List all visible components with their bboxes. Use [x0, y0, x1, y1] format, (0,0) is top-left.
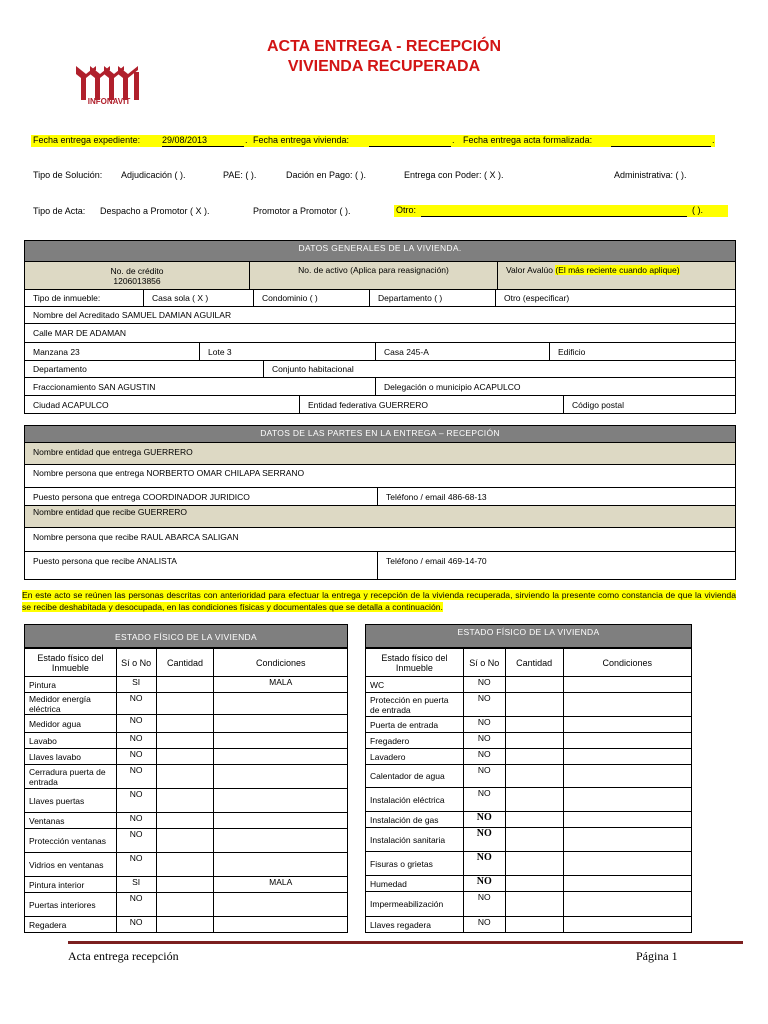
item-name-cell: Cerradura puerta de entrada — [25, 765, 117, 789]
si-no-cell[interactable]: NO — [463, 693, 505, 717]
dates-line: Fecha entrega expediente: 29/08/2013 . Fecha entrega vivienda: . Fecha entrega acta formalizada: . — [33, 135, 715, 145]
fisico-right-table — [365, 624, 692, 933]
table-row — [25, 677, 348, 693]
si-no-cell[interactable]: NO — [116, 917, 156, 933]
fisico-left-table — [24, 624, 348, 933]
cantidad-cell[interactable] — [505, 693, 563, 717]
column-header: Estado físico del Inmueble — [25, 649, 117, 677]
item-name-cell: Medidor agua — [25, 715, 117, 733]
si-no-cell[interactable]: NO — [116, 693, 156, 715]
calle-field: Calle MAR DE ADAMAN — [33, 328, 127, 338]
entidad-entrega-row — [25, 442, 735, 464]
cantidad-cell[interactable] — [505, 733, 563, 749]
cantidad-cell[interactable] — [156, 715, 214, 733]
generales-table — [24, 240, 736, 414]
condiciones-cell[interactable] — [563, 917, 691, 933]
si-no-cell[interactable]: NO — [463, 852, 505, 876]
item-name-cell: Medidor energía eléctrica — [25, 693, 117, 715]
table-row — [25, 877, 348, 893]
si-no-cell[interactable]: NO — [463, 749, 505, 765]
item-name-cell: Vidrios en ventanas — [25, 853, 117, 877]
condiciones-cell[interactable] — [214, 893, 348, 917]
dacion-option[interactable]: Dación en Pago: ( ). — [286, 170, 367, 180]
condiciones-cell[interactable] — [563, 733, 691, 749]
cantidad-cell[interactable] — [505, 677, 563, 693]
tel-entrega-field: Teléfono / email 486-68-13 — [377, 488, 735, 505]
si-no-cell[interactable]: NO — [116, 853, 156, 877]
footer-page: Página 1 — [636, 949, 678, 963]
delegacion-field: Delegación o municipio ACAPULCO — [375, 378, 735, 395]
table-row — [366, 876, 692, 892]
promotor-option[interactable]: Promotor a Promotor ( ). — [253, 206, 351, 216]
acta-label: Fecha entrega acta formalizada: — [463, 135, 593, 145]
cantidad-cell[interactable] — [505, 765, 563, 788]
item-name-cell: Instalación eléctrica — [366, 788, 464, 812]
item-name-cell: Instalación de gas — [366, 812, 464, 828]
otro-field[interactable] — [421, 205, 687, 217]
item-name-cell: Calentador de agua — [366, 765, 464, 788]
logo-text: INFONAVIT — [87, 97, 131, 106]
table-row — [366, 917, 692, 933]
constancia-paragraph — [22, 589, 736, 613]
solucion-label: Tipo de Solución: — [33, 170, 103, 180]
table-row — [366, 717, 692, 733]
condiciones-cell[interactable] — [214, 715, 348, 733]
condominio-option[interactable]: Condominio ( ) — [253, 290, 369, 306]
puesto-entrega-row — [25, 487, 735, 505]
expediente-value: 29/08/2013 — [162, 135, 208, 145]
item-name-cell: Ventanas — [25, 813, 117, 829]
persona-entrega-row — [25, 464, 735, 487]
condiciones-cell[interactable] — [563, 812, 691, 828]
administrativa-option[interactable]: Administrativa: ( ). — [614, 170, 687, 180]
table-row — [366, 852, 692, 876]
cantidad-cell[interactable] — [505, 828, 563, 852]
table-row — [25, 893, 348, 917]
persona-recibe-row — [25, 527, 735, 551]
item-name-cell: Protección ventanas — [25, 829, 117, 853]
cantidad-cell[interactable] — [156, 789, 214, 813]
item-name-cell: Llaves puertas — [25, 789, 117, 813]
condiciones-cell[interactable] — [563, 876, 691, 892]
cantidad-cell[interactable] — [505, 812, 563, 828]
item-name-cell: Puertas interiores — [25, 893, 117, 917]
pae-option[interactable]: PAE: ( ). — [223, 170, 257, 180]
cantidad-cell[interactable] — [156, 853, 214, 877]
si-no-cell[interactable]: NO — [463, 677, 505, 693]
generales-header: DATOS GENERALES DE LA VIVIENDA. — [25, 241, 735, 261]
si-no-cell[interactable]: NO — [463, 733, 505, 749]
column-header: Cantidad — [505, 649, 563, 677]
table-row — [25, 829, 348, 853]
item-name-cell: Llaves regadera — [366, 917, 464, 933]
credito-value: 1206013856 — [113, 275, 161, 286]
entidad-recibe-row — [25, 505, 735, 527]
adjudicacion-option[interactable]: Adjudicación ( ). — [121, 170, 186, 180]
page-subtitle: VIVIENDA RECUPERADA — [287, 58, 481, 75]
condiciones-cell[interactable]: MALA — [214, 877, 348, 893]
cantidad-cell[interactable] — [505, 917, 563, 933]
calle-row — [25, 323, 735, 342]
acta-field[interactable] — [611, 135, 711, 147]
cantidad-cell[interactable] — [156, 765, 214, 789]
cantidad-cell[interactable] — [156, 877, 214, 893]
ciudad-row — [25, 395, 735, 414]
acreditado-field: Nombre del Acreditado SAMUEL DAMIAN AGUILAR — [33, 310, 232, 320]
item-name-cell: Puerta de entrada — [366, 717, 464, 733]
otro-label: Otro: — [396, 205, 417, 215]
otro-especificar[interactable]: Otro (especificar) — [495, 290, 735, 306]
si-no-cell[interactable]: NO — [116, 829, 156, 853]
item-name-cell: Regadera — [25, 917, 117, 933]
item-name-cell: Pintura interior — [25, 877, 117, 893]
acta-type-label: Tipo de Acta: — [33, 206, 86, 216]
otro-end: ( ). — [692, 205, 703, 215]
table-row — [25, 789, 348, 813]
casa-field: Casa 245-A — [375, 343, 549, 360]
activo-label: No. de activo (Aplica para reasignación) — [249, 262, 497, 289]
column-header: Cantidad — [156, 649, 214, 677]
tipo-inmueble-label: Tipo de inmueble: — [33, 293, 101, 303]
cp-field: Código postal — [563, 396, 735, 414]
fraccionamiento-field: Fraccionamiento SAN AGUSTIN — [33, 381, 156, 392]
cantidad-cell[interactable] — [505, 892, 563, 917]
edificio-field: Edificio — [549, 343, 735, 360]
vivienda-label: Fecha entrega vivienda: — [253, 135, 350, 145]
cantidad-cell[interactable] — [156, 733, 214, 749]
condiciones-cell[interactable] — [563, 892, 691, 917]
condiciones-cell[interactable] — [563, 765, 691, 788]
departamento-option[interactable]: Departamento ( ) — [369, 290, 495, 306]
cantidad-cell[interactable] — [505, 749, 563, 765]
fraccionamiento-row — [25, 377, 735, 395]
despacho-option[interactable]: Despacho a Promotor ( X ). — [100, 206, 210, 216]
avaluo-cell — [497, 262, 735, 289]
puesto-recibe-field: Puesto persona que recibe ANALISTA — [33, 556, 177, 566]
condiciones-cell[interactable] — [214, 733, 348, 749]
generales-row-1 — [25, 261, 735, 289]
condiciones-cell[interactable] — [214, 917, 348, 933]
item-name-cell: Fisuras o grietas — [366, 852, 464, 876]
condiciones-cell[interactable]: MALA — [214, 677, 348, 693]
si-no-cell[interactable]: NO — [463, 765, 505, 788]
puesto-entrega-field: Puesto persona que entrega COORDINADOR JURIDICO — [33, 491, 250, 502]
puesto-recibe-row — [25, 551, 735, 580]
acreditado-row — [25, 306, 735, 323]
si-no-cell[interactable]: SI — [116, 677, 156, 693]
lote-field: Lote 3 — [199, 343, 375, 360]
item-name-cell: Pintura — [25, 677, 117, 693]
table-row — [366, 693, 692, 717]
condiciones-cell[interactable] — [563, 677, 691, 693]
si-no-cell[interactable]: NO — [463, 892, 505, 917]
item-name-cell: WC — [366, 677, 464, 693]
si-no-cell[interactable]: SI — [116, 877, 156, 893]
column-header: Condiciones — [563, 649, 691, 677]
column-header: Sí o No — [116, 649, 156, 677]
table-row — [25, 813, 348, 829]
condiciones-cell[interactable] — [214, 749, 348, 765]
partes-header: DATOS DE LAS PARTES EN LA ENTREGA – RECEPCIÓN — [25, 426, 735, 442]
column-header: Sí o No — [463, 649, 505, 677]
footer-left: Acta entrega recepción — [68, 949, 179, 963]
condiciones-cell[interactable] — [563, 693, 691, 717]
item-name-cell: Protección en puerta de entrada — [366, 693, 464, 717]
item-name-cell: Fregadero — [366, 733, 464, 749]
si-no-cell[interactable]: NO — [463, 812, 505, 828]
entidad-field: Entidad federativa GUERRERO — [299, 396, 563, 414]
conjunto-field: Conjunto habitacional — [263, 361, 735, 377]
si-no-cell[interactable]: NO — [116, 765, 156, 789]
si-no-cell[interactable]: NO — [463, 717, 505, 733]
condiciones-cell[interactable] — [563, 852, 691, 876]
cantidad-cell[interactable] — [505, 788, 563, 812]
table-row — [25, 693, 348, 715]
cantidad-cell[interactable] — [156, 829, 214, 853]
si-no-cell[interactable]: NO — [463, 917, 505, 933]
credito-label: No. de crédito — [110, 265, 164, 276]
table-row — [25, 765, 348, 789]
page-title: ACTA ENTREGA - RECEPCIÓN — [266, 38, 502, 55]
cantidad-cell[interactable] — [505, 852, 563, 876]
table-row — [366, 733, 692, 749]
condiciones-cell[interactable] — [214, 829, 348, 853]
item-name-cell: Lavabo — [25, 733, 117, 749]
avaluo-note: (El más reciente cuando aplique) — [555, 265, 680, 275]
si-no-cell[interactable]: NO — [463, 828, 505, 852]
column-header: Condiciones — [214, 649, 348, 677]
cantidad-cell[interactable] — [156, 677, 214, 693]
table-row — [25, 853, 348, 877]
constancia-text: En este acto se reúnen las personas descritas con anterioridad para efectuar la entrega y recepción de la vivienda recuperada, sirviendo la presente como constancia de que la vivienda se recibe deshabitada y desocupada, en las condiciones físicas y documentales que se detalla a continuación. — [22, 590, 736, 612]
condiciones-cell[interactable] — [214, 813, 348, 829]
cantidad-cell[interactable] — [156, 693, 214, 715]
footer-divider — [68, 941, 743, 944]
condiciones-cell[interactable] — [214, 789, 348, 813]
item-name-cell: Lavadero — [366, 749, 464, 765]
si-no-cell[interactable]: NO — [116, 813, 156, 829]
table-row — [366, 892, 692, 917]
entidad-recibe-field: Nombre entidad que recibe GUERRERO — [33, 507, 188, 517]
table-row — [366, 749, 692, 765]
expediente-field[interactable] — [162, 135, 244, 147]
ciudad-field: Ciudad ACAPULCO — [33, 400, 109, 410]
departamento-row — [25, 360, 735, 377]
table-row — [25, 733, 348, 749]
fisico-right-header: ESTADO FÍSICO DE LA VIVIENDA — [365, 624, 692, 648]
item-name-cell: Humedad — [366, 876, 464, 892]
expediente-label: Fecha entrega expediente: — [33, 135, 141, 145]
si-no-cell[interactable]: NO — [116, 733, 156, 749]
condiciones-cell[interactable] — [563, 749, 691, 765]
si-no-cell[interactable]: NO — [463, 876, 505, 892]
persona-recibe-field: Nombre persona que recibe RAUL ABARCA SALIGAN — [33, 532, 239, 542]
casa-sola-option[interactable]: Casa sola ( X ) — [143, 290, 253, 306]
table-row — [25, 715, 348, 733]
table-row — [366, 788, 692, 812]
condiciones-cell[interactable] — [214, 693, 348, 715]
table-row — [366, 677, 692, 693]
table-row — [25, 917, 348, 933]
condiciones-cell[interactable] — [214, 853, 348, 877]
persona-entrega-field: Nombre persona que entrega NORBERTO OMAR CHILAPA SERRANO — [33, 468, 305, 478]
cantidad-cell[interactable] — [156, 813, 214, 829]
avaluo-label: Valor Avalúo — [506, 265, 553, 275]
tipo-inmueble-row — [25, 289, 735, 306]
column-header: Estado físico del Inmueble — [366, 649, 464, 677]
item-name-cell: Impermeabilización — [366, 892, 464, 917]
vivienda-field[interactable] — [369, 135, 451, 147]
condiciones-cell[interactable] — [563, 717, 691, 733]
cantidad-cell[interactable] — [505, 717, 563, 733]
entidad-entrega-field: Nombre entidad que entrega GUERRERO — [33, 447, 193, 457]
departamento-field: Departamento — [33, 364, 87, 374]
si-no-cell[interactable]: NO — [116, 715, 156, 733]
manzana-field: Manzana 23 — [33, 346, 80, 357]
si-no-cell[interactable]: NO — [116, 893, 156, 917]
cantidad-cell[interactable] — [156, 893, 214, 917]
table-row — [366, 828, 692, 852]
cantidad-cell[interactable] — [156, 749, 214, 765]
poder-option[interactable]: Entrega con Poder: ( X ). — [404, 170, 504, 180]
otro-option[interactable] — [394, 205, 728, 217]
condiciones-cell[interactable] — [563, 788, 691, 812]
condiciones-cell[interactable] — [563, 828, 691, 852]
cantidad-cell[interactable] — [505, 876, 563, 892]
item-name-cell: Llaves lavabo — [25, 749, 117, 765]
manzana-row — [25, 342, 735, 360]
table-row — [366, 812, 692, 828]
cantidad-cell[interactable] — [156, 917, 214, 933]
si-no-cell[interactable]: NO — [116, 789, 156, 813]
fisico-left-header: ESTADO FÍSICO DE LA VIVIENDA — [24, 624, 348, 648]
tel-recibe-field: Teléfono / email 469-14-70 — [377, 552, 735, 580]
si-no-cell[interactable]: NO — [116, 749, 156, 765]
condiciones-cell[interactable] — [214, 765, 348, 789]
table-row — [366, 765, 692, 788]
item-name-cell: Instalación sanitaria — [366, 828, 464, 852]
table-row — [25, 749, 348, 765]
partes-table — [24, 425, 736, 580]
si-no-cell[interactable]: NO — [463, 788, 505, 812]
